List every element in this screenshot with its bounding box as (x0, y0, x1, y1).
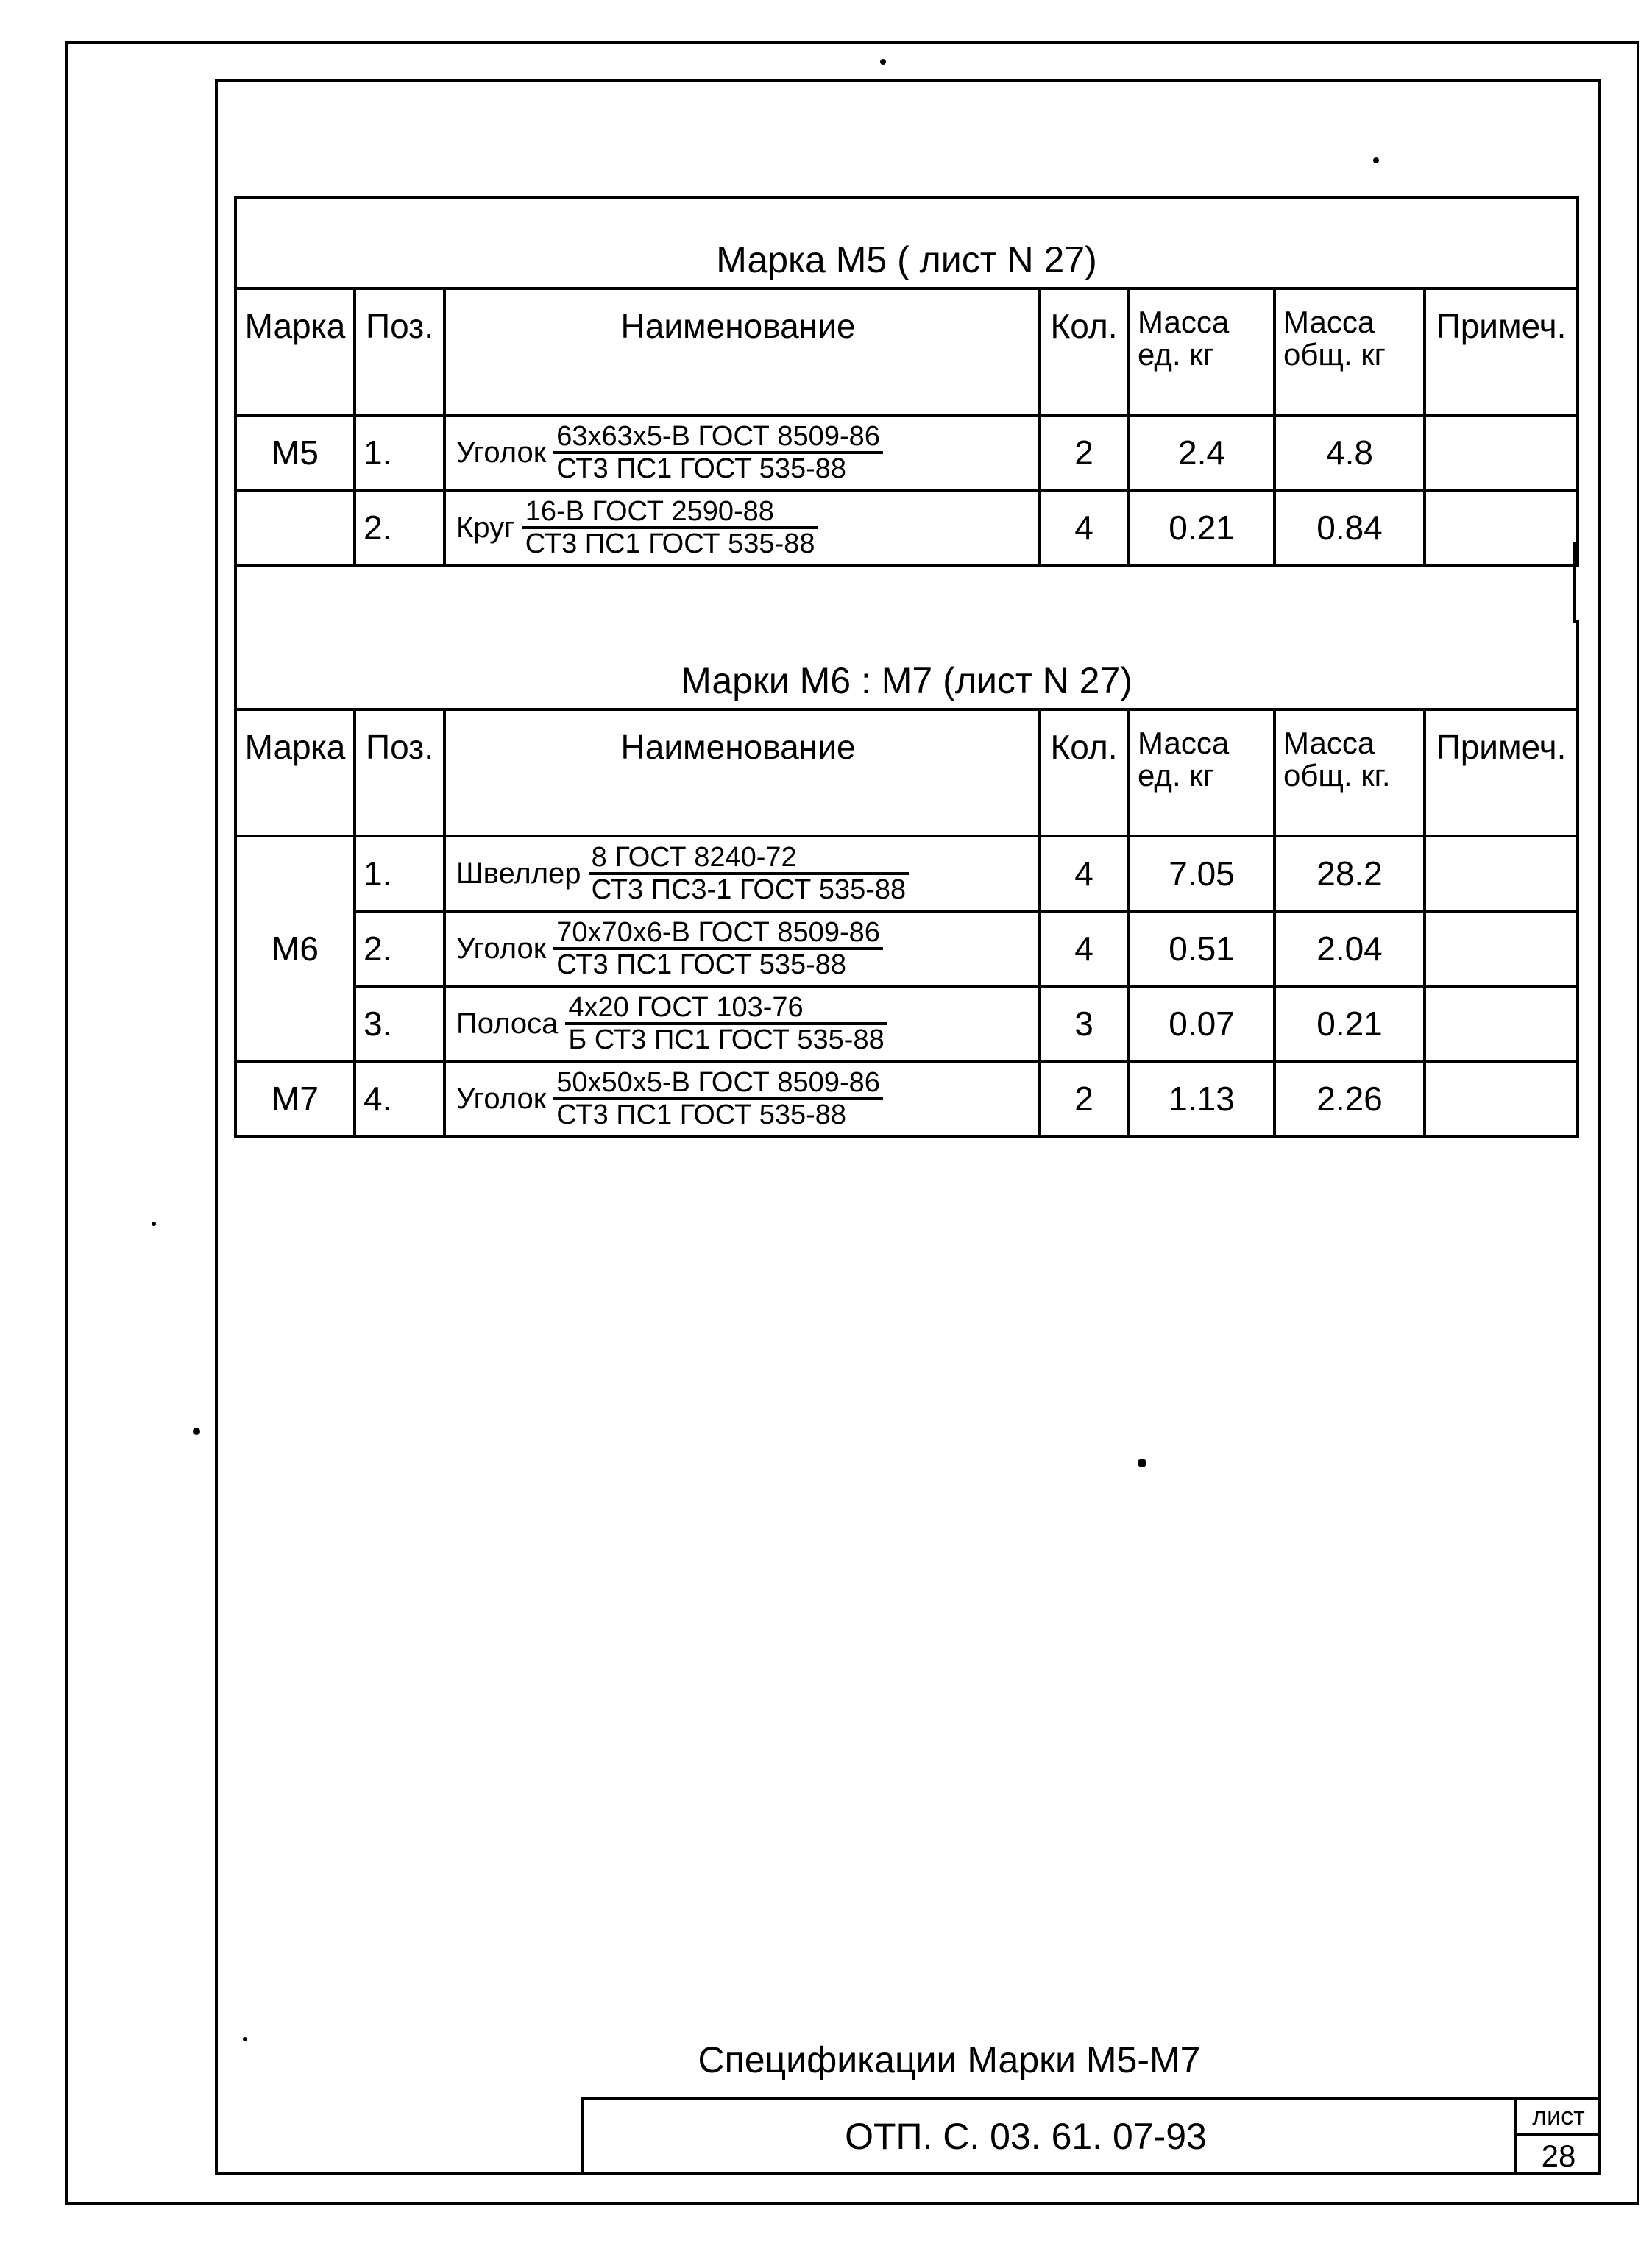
header-name: Наименование (444, 709, 1039, 836)
table-row (235, 836, 1578, 911)
spec-top: 4x20 ГОСТ 103-76 (565, 993, 887, 1025)
cell-qty: 4 (1039, 911, 1129, 986)
spec-top: 16-В ГОСТ 2590-88 (522, 497, 818, 529)
header-mark: Марка (235, 709, 355, 836)
spec-top: 63x63x5-В ГОСТ 8509-86 (553, 422, 883, 454)
cell-mass-total: 2.26 (1275, 1061, 1425, 1136)
cell-qty: 2 (1039, 1061, 1129, 1136)
table-caption: Марки М6 : М7 (лист N 27) (235, 620, 1578, 709)
cell-mass-unit: 1.13 (1129, 1061, 1275, 1136)
cell-name (444, 911, 1039, 986)
item-spec (553, 1068, 883, 1130)
sheet-number: 28 (1541, 2139, 1576, 2173)
table-header-row (235, 288, 1578, 415)
cell-pos: 1. (355, 415, 444, 490)
scan-speck (193, 1428, 200, 1435)
cell-mark: М7 (235, 1061, 355, 1136)
spec-bottom: СТ3 ПС1 ГОСТ 535-88 (556, 453, 847, 484)
cell-mass-unit: 7.05 (1129, 836, 1275, 911)
item-spec (565, 993, 887, 1055)
spec-bottom: СТ3 ПС1 ГОСТ 535-88 (556, 949, 847, 980)
item-spec (589, 843, 910, 904)
header-name: Наименование (444, 288, 1039, 415)
cell-mass-unit: 0.07 (1129, 986, 1275, 1061)
header-mass-total: Масса общ. кг (1275, 288, 1425, 415)
header-pos: Поз. (355, 709, 444, 836)
spec-top: 50x50x5-В ГОСТ 8509-86 (553, 1068, 883, 1100)
cell-mass-unit: 2.4 (1129, 415, 1275, 490)
cell-mass-total: 0.84 (1275, 490, 1425, 565)
cell-qty: 4 (1039, 836, 1129, 911)
spec-table-m5 (234, 196, 1579, 567)
table-row (235, 911, 1578, 986)
cell-mass-total: 0.21 (1275, 986, 1425, 1061)
sheet-label: лист (1517, 2100, 1600, 2136)
spec-top: 70x70x6-В ГОСТ 8509-86 (553, 918, 883, 950)
scan-speck (880, 59, 886, 65)
cell-pos: 2. (355, 911, 444, 986)
item-name: Полоса (456, 1007, 559, 1040)
spec-bottom: СТ3 ПС1 ГОСТ 535-88 (525, 528, 815, 559)
scan-speck (1138, 1459, 1146, 1467)
sheet-box (1514, 2100, 1600, 2174)
cell-mass-total: 28.2 (1275, 836, 1425, 911)
table-gap-band (234, 542, 1576, 623)
cell-mass-total: 2.04 (1275, 911, 1425, 986)
table-row (235, 986, 1578, 1061)
document-title: Спецификации Марки М5-М7 (698, 2039, 1201, 2080)
header-qty: Кол. (1039, 709, 1129, 836)
cell-name (444, 415, 1039, 490)
header-note: Примеч. (1425, 288, 1578, 415)
cell-qty: 4 (1039, 490, 1129, 565)
item-name: Уголок (456, 932, 547, 965)
spec-table-m6-m7 (234, 620, 1579, 1138)
scan-speck (243, 2037, 247, 2041)
cell-pos: 4. (355, 1061, 444, 1136)
cell-name (444, 1061, 1039, 1136)
cell-qty: 3 (1039, 986, 1129, 1061)
cell-mass-unit: 0.21 (1129, 490, 1275, 565)
header-mass-unit: Масса ед. кг (1129, 709, 1275, 836)
header-qty: Кол. (1039, 288, 1129, 415)
header-note: Примеч. (1425, 709, 1578, 836)
header-mark: Марка (235, 288, 355, 415)
spec-top: 8 ГОСТ 8240-72 (589, 843, 910, 875)
item-name: Уголок (456, 1082, 547, 1115)
cell-name (444, 986, 1039, 1061)
header-pos: Поз. (355, 288, 444, 415)
cell-mark: М6 (235, 836, 355, 1061)
header-mass-unit: Масса ед. кг (1129, 288, 1275, 415)
item-spec (553, 918, 883, 980)
title-block (581, 2097, 1600, 2174)
document-code: ОТП. С. 03. 61. 07-93 (845, 2116, 1207, 2157)
cell-qty: 2 (1039, 415, 1129, 490)
scan-speck (152, 1222, 156, 1226)
spec-bottom: Б СТ3 ПС1 ГОСТ 535-88 (568, 1024, 885, 1055)
item-spec (553, 422, 883, 483)
header-mass-total: Масса общ. кг. (1275, 709, 1425, 836)
table-header-row (235, 709, 1578, 836)
cell-note (1425, 911, 1578, 986)
cell-mass-total: 4.8 (1275, 415, 1425, 490)
cell-note (1425, 836, 1578, 911)
spec-bottom: СТ3 ПС1 ГОСТ 535-88 (556, 1099, 847, 1130)
cell-pos: 2. (355, 490, 444, 565)
item-name: Уголок (456, 436, 547, 469)
cell-name (444, 836, 1039, 911)
item-name: Круг (456, 511, 515, 544)
cell-note (1425, 415, 1578, 490)
table-row (235, 415, 1578, 490)
cell-mass-unit: 0.51 (1129, 911, 1275, 986)
scan-speck (1373, 157, 1379, 163)
cell-note (1425, 986, 1578, 1061)
table-caption: Марка М5 ( лист N 27) (235, 197, 1578, 288)
table-row (235, 1061, 1578, 1136)
cell-note (1425, 1061, 1578, 1136)
spec-bottom: СТ3 ПС3-1 ГОСТ 535-88 (591, 874, 907, 905)
item-name: Швеллер (456, 857, 581, 890)
cell-mark: М5 (235, 415, 355, 490)
cell-pos: 1. (355, 836, 444, 911)
cell-pos: 3. (355, 986, 444, 1061)
